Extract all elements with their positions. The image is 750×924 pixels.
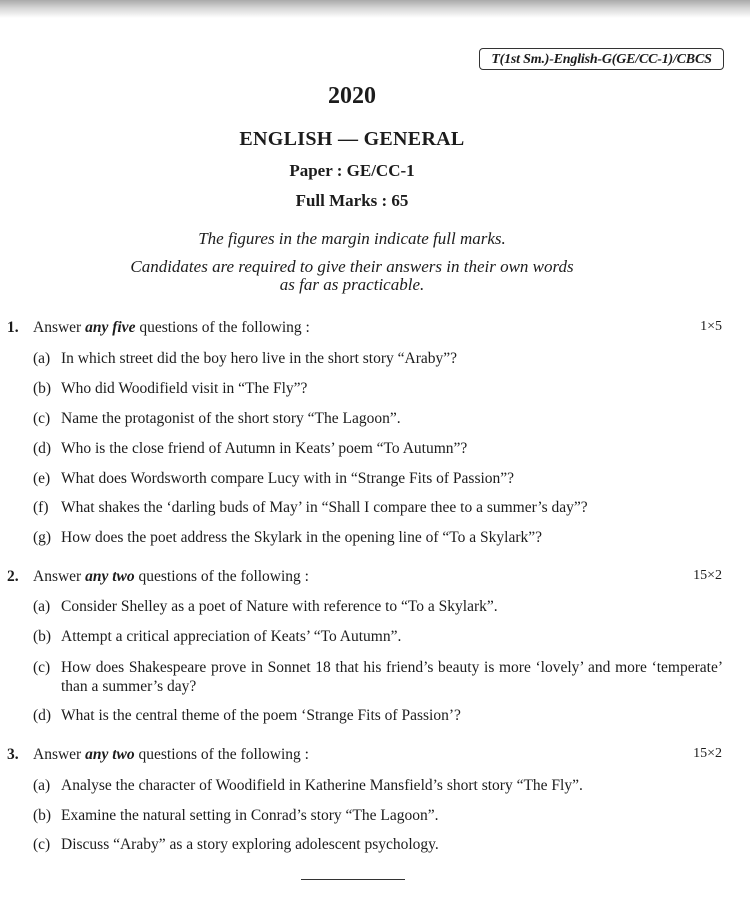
question-item: (f) What shakes the ‘darling buds of May’ in “Shall I compare thee to a summer’s day”?: [33, 499, 588, 516]
question-item: (c) Discuss “Araby” as a story exploring adolescent psychology.: [33, 836, 439, 853]
question-item: (b) Examine the natural setting in Conrad’s story “The Lagoon”.: [33, 807, 439, 824]
question-marks: 1×5: [700, 319, 722, 334]
question-instruction: Answer any five questions of the following :: [33, 319, 310, 336]
question-number: 2.: [7, 568, 19, 585]
question-item: (d) Who is the close friend of Autumn in Keats’ poem “To Autumn”?: [33, 440, 468, 457]
question-emphasis: any two: [85, 568, 135, 585]
question-item: (c) Name the protagonist of the short story “The Lagoon”.: [33, 410, 401, 427]
question-item: (c) How does Shakespeare prove in Sonnet 18 that his friend’s beauty is more ‘lovely’ and more ‘temperate’ than a summer’s day?: [33, 659, 723, 695]
question-emphasis: any two: [85, 746, 135, 763]
question-item: (a) In which street did the boy hero live in the short story “Araby”?: [33, 350, 457, 367]
question-1-header: [7, 319, 722, 339]
question-2-header: [7, 568, 722, 588]
paper-code-box: T(1st Sm.)-English-G(GE/CC-1)/CBCS: [479, 48, 724, 70]
question-3-header: [7, 746, 722, 766]
instruction-own-words: Candidates are required to give their answers in their own words: [130, 257, 574, 276]
question-item: (e) What does Wordsworth compare Lucy with in “Strange Fits of Passion”?: [33, 470, 515, 487]
question-number: 1.: [7, 319, 19, 336]
page-top-shadow: [0, 0, 750, 18]
question-item: (g) How does the poet address the Skylark in the opening line of “To a Skylark”?: [33, 529, 543, 546]
question-emphasis: any five: [85, 319, 136, 336]
subject-title: ENGLISH — GENERAL: [239, 128, 465, 150]
end-divider: [301, 879, 405, 880]
question-item: (a) Consider Shelley as a poet of Nature with reference to “To a Skylark”.: [33, 598, 498, 615]
question-item: (b) Attempt a critical appreciation of Keats’ “To Autumn”.: [33, 628, 402, 645]
instruction-practicable: as far as practicable.: [279, 275, 425, 294]
question-marks: 15×2: [693, 568, 722, 583]
paper-code: Paper : GE/CC-1: [289, 161, 415, 180]
full-marks: Full Marks : 65: [295, 191, 409, 210]
question-item: (b) Who did Woodifield visit in “The Fly”?: [33, 380, 308, 397]
question-marks: 15×2: [693, 746, 722, 761]
question-instruction: Answer any two questions of the following :: [33, 746, 309, 763]
question-instruction: Answer any two questions of the following :: [33, 568, 309, 585]
instruction-margin-marks: The figures in the margin indicate full marks.: [198, 229, 506, 248]
exam-year: 2020: [328, 83, 376, 109]
question-item: (a) Analyse the character of Woodifield in Katherine Mansfield’s short story “The Fly”.: [33, 777, 583, 794]
question-number: 3.: [7, 746, 19, 763]
question-item: (d) What is the central theme of the poem ‘Strange Fits of Passion’?: [33, 707, 461, 724]
